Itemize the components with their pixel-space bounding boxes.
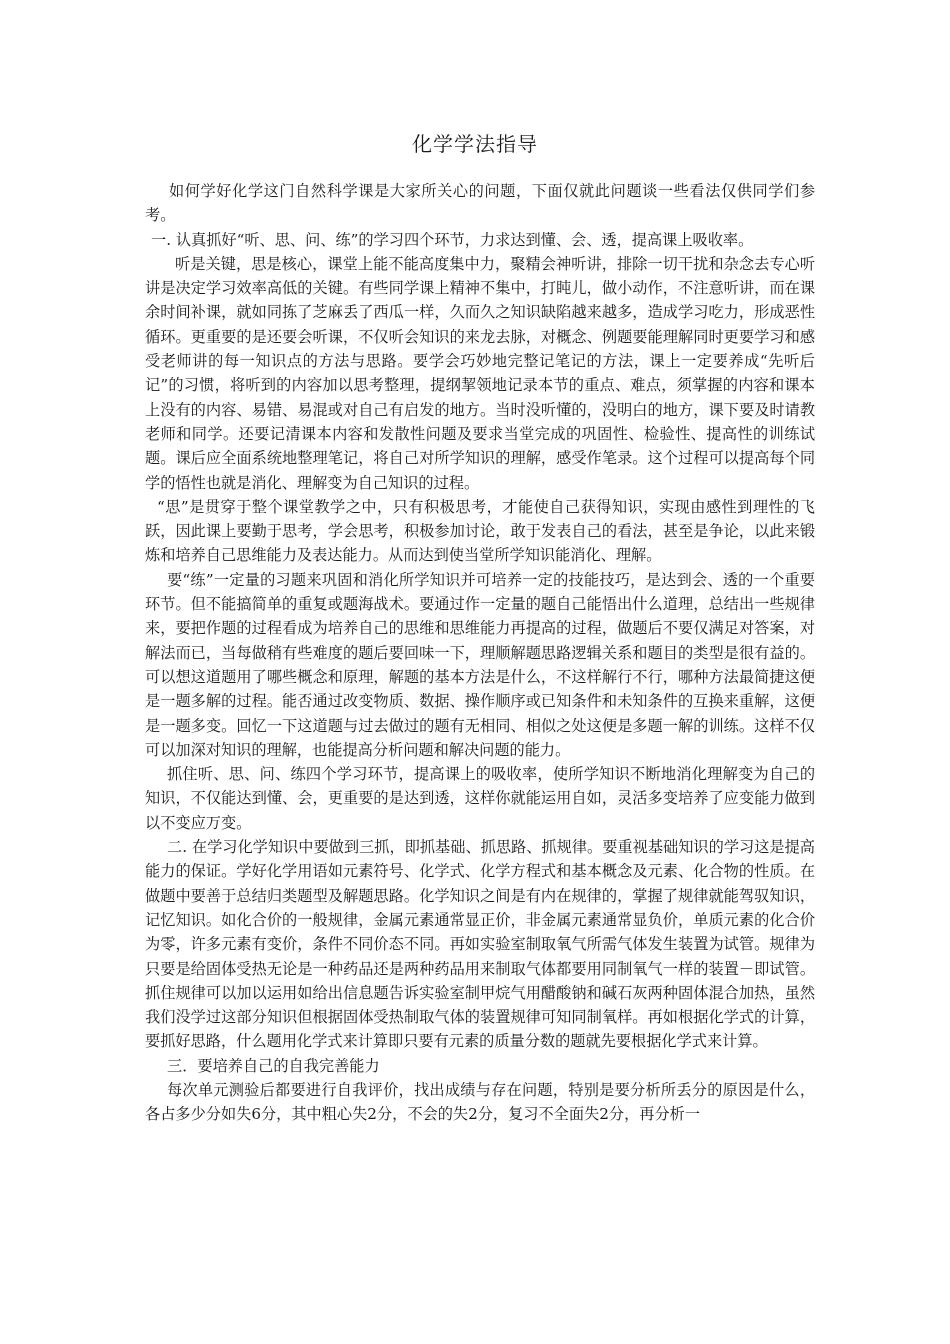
section-heading-3: 三．要培养自己的自我完善能力 — [167, 1056, 380, 1075]
think-paragraph: “思”是贯穿于整个课堂教学之中，只有积极思考，才能使自己获得知识，实现由感性到理性的飞跃，因此课上要勤于思考，学会思考，积极参加讨论，敢于发表自己的看法，甚至是争论，以此来锻炼和培养自己思维能力及表达能力。从而达到使当堂所学知识能消化、理解。 — [145, 497, 815, 565]
section-heading-2: 二. 在学习化学知识中要做到三抓，即抓基础、抓思路、抓规律。要重视基础知识的学习这是提高能力的保证。学好化学用语如元素符号、化学式、化学方程式和基本概念及元素、化合物的性质。在做题中要善于总结归类题型及解题思路。化学知识之间是有内在规律的，掌握了规律就能驾驭知识，记忆知识。如化合价的一般规律，金属元素通常显正价，非金属元素通常显负价，单质元素的化合价为零，许多元素有变价，条件不同价态不同。再如实验室制取氧气所需气体发生装置为试管。规律为只要是给固体受热无论是一种药品还是两种药品用来制取气体都要用同制氧气一样的装置－即试管。抓住规律可以加以运用如给出信息题告诉实验室制甲烷气用醋酸钠和碱石灰两种固体混合加热，虽然我们没学过这部分知识但根据固体受热制取气体的装置规律可知同制氧样。再如根据化学式的计算，要抓好思路，什么题用化学式来计算即只要有元素的质量分数的题就先要根据化学式来计算。 — [145, 838, 815, 1051]
section-heading-1: 一. 认真抓好“听、思、问、练”的学习四个环节，力求达到懂、会、透，提高课上吸收率。 — [151, 230, 754, 249]
summary-paragraph: 抓住听、思、问、练四个学习环节，提高课上的吸收率，使所学知识不断地消化理解变为自己的知识，不仅能达到懂、会，更重要的是达到透，这样你就能运用自如，灵活多变培养了应变能力做到以不变应万变。 — [145, 765, 815, 832]
self-improvement-paragraph: 每次单元测验后都要进行自我评价，找出成绩与存在问题，特别是要分析所丢分的原因是什么，各占多少分如失6分，其中粗心失2分，不会的失2分，复习不全面失2分，再分析一 — [145, 1080, 815, 1124]
document-title: 化学学法指导 — [412, 132, 538, 156]
practice-paragraph: 要“练”一定量的习题来巩固和消化所学知识并可培养一定的技能技巧，是达到会、透的一个重要环节。但不能搞简单的重复或题海战术。要通过作一定量的题自己能悟出什么道理，总结出一些规律来，要把作题的过程看成为培养自己的思维和思维能力再提高的过程，做题后不要仅满足对答案，对解法而已，当每做稍有些难度的题后要回味一下，理顺解题思路逻辑关系和题目的类型是很有益的。可以想这道题用了哪些概念和原理，解题的基本方法是什么，不这样解行不行，哪种方法最简捷这便是一题多解的过程。能否通过改变物质、数据、操作顺序或已知条件和未知条件的互换来重解，这便是一题多变。回忆一下这道题与过去做过的题有无相同、相似之处这便是多题一解的训练。这样不仅可以加深对知识的理解，也能提高分析问题和解决问题的能力。 — [145, 570, 815, 759]
document-body — [145, 179, 815, 1127]
intro-paragraph: 如何学好化学这门自然科学课是大家所关心的问题，下面仅就此问题谈一些看法仅供同学们参考。 — [145, 182, 815, 225]
listen-paragraph: 听是关键，思是核心，课堂上能不能高度集中力，聚精会神听讲，排除一切干扰和杂念去专心听讲是决定学习效率高低的关键。有些同学课上精神不集中，打盹儿，做小动作，不注意听讲，而在课余时间补课，就如同拣了芝麻丢了西瓜一样，久而久之知识缺陷越来越多，造成学习吃力，形成恶性循环。更重要的是还要会听课，不仅听会知识的来龙去脉，对概念、例题要能理解同时更要学习和感受老师讲的每一知识点的方法与思路。要学会巧妙地完整记笔记的方法，课上一定要养成“先听后记”的习惯，将听到的内容加以思考整理，提纲挈领地记录本节的重点、难点，须掌握的内容和课本上没有的内容、易错、易混或对自己有启发的地方。当时没听懂的，没明白的地方，课下要及时请教老师和同学。还要记清课本内容和发散性问题及要求当堂完成的巩固性、检验性、提高性的训练试题。课后应全面系统地整理笔记，将自己对所学知识的理解，感受作笔录。这个过程可以提高每个同学的悟性也就是消化、理解变为自己知识的过程。 — [145, 254, 815, 492]
